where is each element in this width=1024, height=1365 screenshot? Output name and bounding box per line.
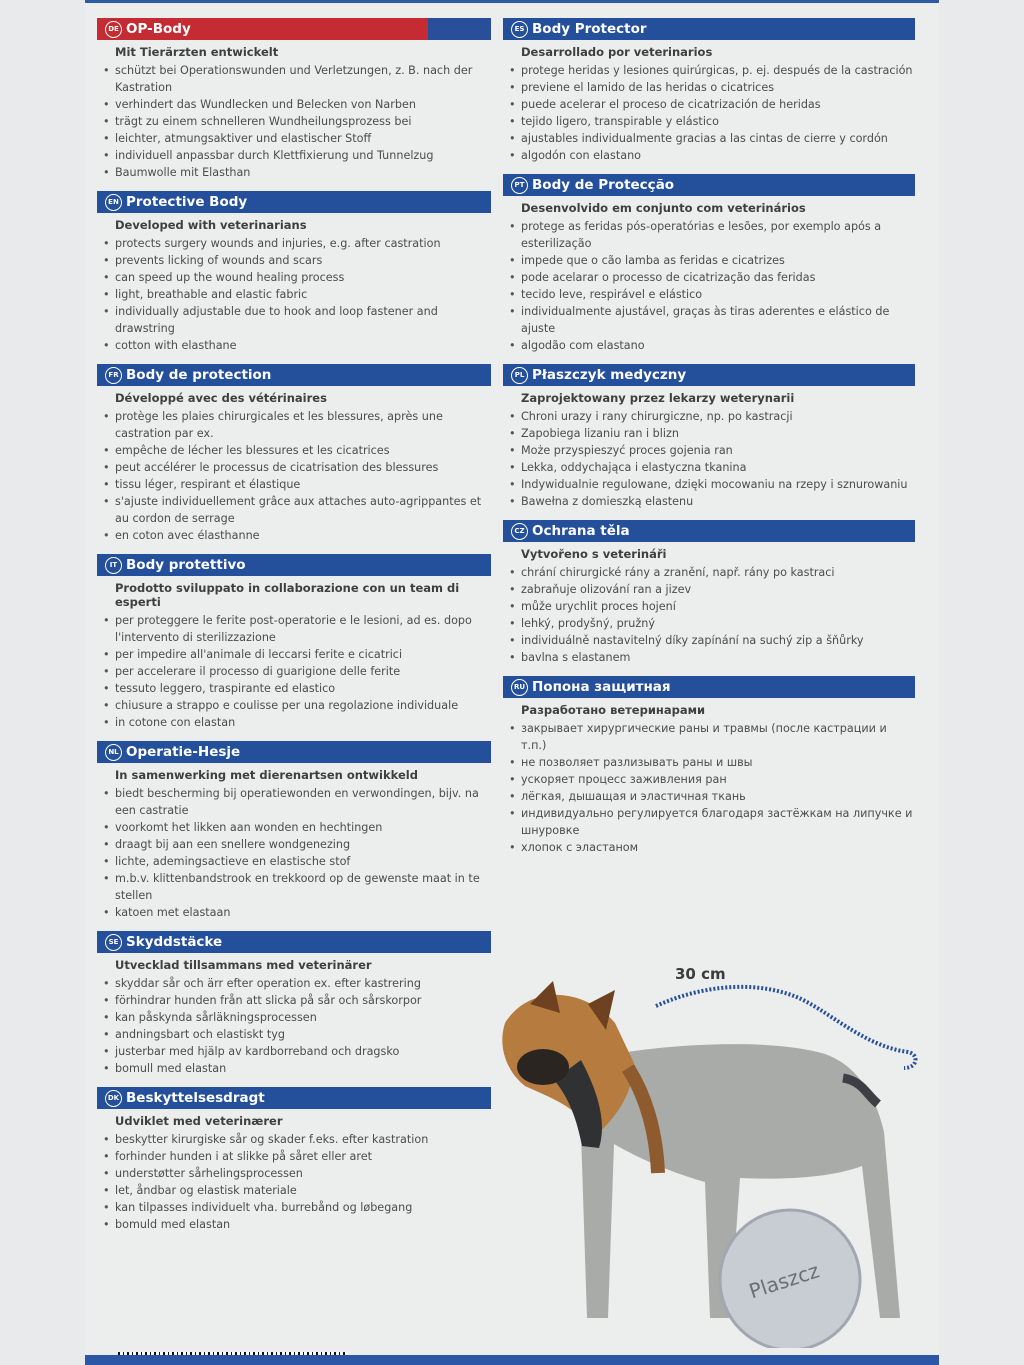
se-section	[97, 931, 491, 1077]
feature-item: • cotton with elasthane	[115, 337, 491, 354]
section-title: Ochrana těla	[532, 523, 630, 539]
pl-section	[503, 364, 915, 510]
feature-item: • tecido leve, respirável e elástico	[521, 286, 915, 303]
feature-item: • impede que o cão lamba as feridas e cicatrizes	[521, 252, 915, 269]
svg-text:Plaszcz: Plaszcz	[746, 1258, 823, 1304]
feature-item: • katoen met elastaan	[115, 904, 491, 921]
feature-item: • může urychlit proces hojení	[521, 598, 915, 615]
feature-item: • лёгкая, дышащая и эластичная ткань	[521, 788, 915, 805]
section-header	[97, 364, 491, 386]
feature-item: • bomull med elastan	[115, 1060, 491, 1077]
ru-section	[503, 676, 915, 856]
language-badge: PT	[511, 177, 528, 194]
it-section	[97, 554, 491, 731]
feature-item: • individually adjustable due to hook and loop fastener and drawstring	[115, 303, 491, 337]
feature-list	[503, 62, 915, 164]
feature-item: • peut accélérer le processus de cicatrisation des blessures	[115, 459, 491, 476]
section-header	[97, 18, 491, 40]
feature-item: • verhindert das Wundlecken und Belecken von Narben	[115, 96, 491, 113]
section-header	[97, 1087, 491, 1109]
section-subtitle: Developed with veterinarians	[115, 218, 307, 232]
section-header	[97, 554, 491, 576]
section-header	[97, 191, 491, 213]
pt-section	[503, 174, 915, 354]
feature-item: • schützt bei Operationswunden und Verletzungen, z. B. nach der Kastration	[115, 62, 491, 96]
feature-item: • Baumwolle mit Elasthan	[115, 164, 491, 181]
feature-item: • bomuld med elastan	[115, 1216, 491, 1233]
feature-item: • puede acelerar el proceso de cicatrización de heridas	[521, 96, 915, 113]
feature-item: • beskytter kirurgiske sår og skader f.eks. efter kastration	[115, 1131, 491, 1148]
feature-item: • Może przyspieszyć proces gojenia ran	[521, 442, 915, 459]
feature-item: • kan tilpasses individuelt vha. burrebånd og løbegang	[115, 1199, 491, 1216]
language-badge: IT	[105, 557, 122, 574]
feature-item: • Chroni urazy i rany chirurgiczne, np. po kastracji	[521, 408, 915, 425]
feature-item: • chiusure a strappo e coulisse per una regolazione individuale	[115, 697, 491, 714]
feature-item: • förhindrar hunden från att slicka på sår och sårskorpor	[115, 992, 491, 1009]
section-title: Płaszczyk medyczny	[532, 367, 687, 383]
language-badge: RU	[511, 679, 528, 696]
bottom-rule	[85, 1355, 939, 1365]
feature-item: • lichte, ademingsactieve en elastische stof	[115, 853, 491, 870]
feature-item: • не позволяет разлизывать раны и швы	[521, 754, 915, 771]
feature-item: • skyddar sår och ärr efter operation ex. efter kastrering	[115, 975, 491, 992]
feature-item: • leichter, atmungsaktiver und elastischer Stoff	[115, 130, 491, 147]
feature-item: • ускоряет процесс заживления ран	[521, 771, 915, 788]
feature-item: • prevents licking of wounds and scars	[115, 252, 491, 269]
feature-item: • per impedire all'animale di leccarsi ferite e cicatrici	[115, 646, 491, 663]
language-badge: PL	[511, 367, 528, 384]
top-rule	[85, 0, 939, 3]
feature-item: • tessuto leggero, traspirante ed elastico	[115, 680, 491, 697]
section-title: Operatie-Hesje	[126, 744, 241, 760]
feature-item: • light, breathable and elastic fabric	[115, 286, 491, 303]
language-badge: DE	[105, 21, 122, 38]
feature-list	[97, 62, 491, 181]
language-badge: FR	[105, 367, 122, 384]
section-title: OP-Body	[126, 21, 191, 37]
feature-list	[97, 975, 491, 1077]
feature-list	[503, 408, 915, 510]
section-title: Skyddstäcke	[126, 934, 223, 950]
section-title: Body de protection	[126, 367, 272, 383]
en-section	[97, 191, 491, 354]
section-header	[503, 520, 915, 542]
feature-item: • m.b.v. klittenbandstrook en trekkoord op de gewenste maat in te stellen	[115, 870, 491, 904]
section-header	[503, 174, 915, 196]
feature-item: • voorkomt het likken aan wonden en hechtingen	[115, 819, 491, 836]
feature-item: • protege as feridas pós-operatórias e lesões, por exemplo após a esterilização	[521, 218, 915, 252]
measurement-label: 30 cm	[675, 965, 726, 983]
feature-item: • pode acelarar o processo de cicatrização das feridas	[521, 269, 915, 286]
de-section	[97, 18, 491, 181]
feature-item: • algodão com elastano	[521, 337, 915, 354]
feature-item: • Indywidualnie regulowane, dzięki mocowaniu na rzepy i sznurowaniu	[521, 476, 915, 493]
feature-item: • закрывает хирургические раны и травмы (после кастрации и т.п.)	[521, 720, 915, 754]
feature-list	[97, 612, 491, 731]
language-badge: SE	[105, 934, 122, 951]
feature-item: • algodón con elastano	[521, 147, 915, 164]
section-title: Body Protector	[532, 21, 647, 37]
feature-item: • previene el lamido de las heridas o cicatrices	[521, 79, 915, 96]
feature-item: • индивидуально регулируется благодаря застёжкам на липучке и шнуровке	[521, 805, 915, 839]
section-subtitle: Utvecklad tillsammans med veterinärer	[115, 958, 372, 972]
feature-item: • zabraňuje olizování ran a jizev	[521, 581, 915, 598]
feature-item: • in cotone con elastan	[115, 714, 491, 731]
section-subtitle: Разработано ветеринарами	[521, 703, 706, 717]
section-title: Beskyttelsesdragt	[126, 1090, 265, 1106]
language-badge: ES	[511, 21, 528, 38]
feature-item: • individualmente ajustável, graças às tiras aderentes e elástico de ajuste	[521, 303, 915, 337]
feature-item: • per proteggere le ferite post-operatorie e le lesioni, ad es. dopo l'intervento di sterilizzazione	[115, 612, 491, 646]
feature-item: • en coton avec élasthanne	[115, 527, 491, 544]
feature-item: • ajustables individualmente gracias a las cintas de cierre y cordón	[521, 130, 915, 147]
feature-list	[503, 720, 915, 856]
feature-item: • хлопок с эластаном	[521, 839, 915, 856]
feature-list	[97, 1131, 491, 1233]
section-title: Protective Body	[126, 194, 248, 210]
feature-item: • protège les plaies chirurgicales et les blessures, après une castration par ex.	[115, 408, 491, 442]
feature-item: • protects surgery wounds and injuries, e.g. after castration	[115, 235, 491, 252]
section-header	[503, 676, 915, 698]
section-header	[503, 18, 915, 40]
section-subtitle: Desarrollado por veterinarios	[521, 45, 713, 59]
feature-item: • let, åndbar og elastisk materiale	[115, 1182, 491, 1199]
section-subtitle: Mit Tierärzten entwickelt	[115, 45, 279, 59]
feature-item: • protege heridas y lesiones quirúrgicas, p. ej. después de la castración	[521, 62, 915, 79]
section-subtitle: Zaprojektowany przez lekarzy weterynarii	[521, 391, 795, 405]
section-subtitle: Prodotto sviluppato in collaborazione con un team di esperti	[115, 581, 460, 609]
cz-section	[503, 520, 915, 666]
feature-item: • can speed up the wound healing process	[115, 269, 491, 286]
feature-item: • lehký, prodyšný, pružný	[521, 615, 915, 632]
feature-item: • tejido ligero, transpirable y elástico	[521, 113, 915, 130]
section-header	[503, 364, 915, 386]
feature-item: • forhinder hunden i at slikke på såret eller aret	[115, 1148, 491, 1165]
section-title: Попона защитная	[532, 679, 671, 695]
feature-item: • empêche de lécher les blessures et les cicatrices	[115, 442, 491, 459]
left-column	[97, 18, 491, 1243]
right-column	[503, 18, 915, 866]
feature-list	[97, 235, 491, 354]
feature-item: • Lekka, oddychająca i elastyczna tkanina	[521, 459, 915, 476]
feature-item: • understøtter sårhelingsprocessen	[115, 1165, 491, 1182]
fr-section	[97, 364, 491, 544]
feature-list	[503, 564, 915, 666]
language-badge: NL	[105, 744, 122, 761]
feature-item: • chrání chirurgické rány a zranění, např. rány po kastraci	[521, 564, 915, 581]
feature-item: • bavlna s elastanem	[521, 649, 915, 666]
section-subtitle: Udviklet med veterinærer	[115, 1114, 283, 1128]
dk-section	[97, 1087, 491, 1233]
section-subtitle: In samenwerking met dierenartsen ontwikkeld	[115, 768, 418, 782]
feature-list	[97, 785, 491, 921]
feature-list	[503, 218, 915, 354]
section-subtitle: Développé avec des vétérinaires	[115, 391, 327, 405]
feature-item: • kan påskynda sårläkningsprocessen	[115, 1009, 491, 1026]
language-badge: EN	[105, 194, 122, 211]
feature-item: • Zapobiega lizaniu ran i blizn	[521, 425, 915, 442]
feature-item: • trägt zu einem schnelleren Wundheilungsprozess bei	[115, 113, 491, 130]
feature-item: • draagt bij aan een snellere wondgenezing	[115, 836, 491, 853]
section-title: Body de Protecção	[532, 177, 675, 193]
feature-item: • per accelerare il processo di guarigione delle ferite	[115, 663, 491, 680]
section-subtitle: Desenvolvido em conjunto com veterinários	[521, 201, 806, 215]
nl-section	[97, 741, 491, 921]
feature-item: • individuell anpassbar durch Klettfixierung und Tunnelzug	[115, 147, 491, 164]
es-section	[503, 18, 915, 164]
section-subtitle: Vytvořeno s veterináři	[521, 547, 667, 561]
dog-image	[470, 968, 940, 1348]
feature-list	[97, 408, 491, 544]
feature-item: • individuálně nastavitelný díky zapínání na suchý zip a šňůrky	[521, 632, 915, 649]
section-header	[97, 931, 491, 953]
feature-item: • Bawełna z domieszką elastenu	[521, 493, 915, 510]
section-title: Body protettivo	[126, 557, 246, 573]
feature-item: • andningsbart och elastiskt tyg	[115, 1026, 491, 1043]
language-badge: CZ	[511, 523, 528, 540]
language-badge: DK	[105, 1090, 122, 1107]
feature-item: • s'ajuste individuellement grâce aux attaches auto-agrippantes et au cordon de serrage	[115, 493, 491, 527]
feature-item: • tissu léger, respirant et élastique	[115, 476, 491, 493]
section-header	[97, 741, 491, 763]
feature-item: • justerbar med hjälp av kardborreband och dragsko	[115, 1043, 491, 1060]
feature-item: • biedt bescherming bij operatiewonden en verwondingen, bijv. na een castratie	[115, 785, 491, 819]
